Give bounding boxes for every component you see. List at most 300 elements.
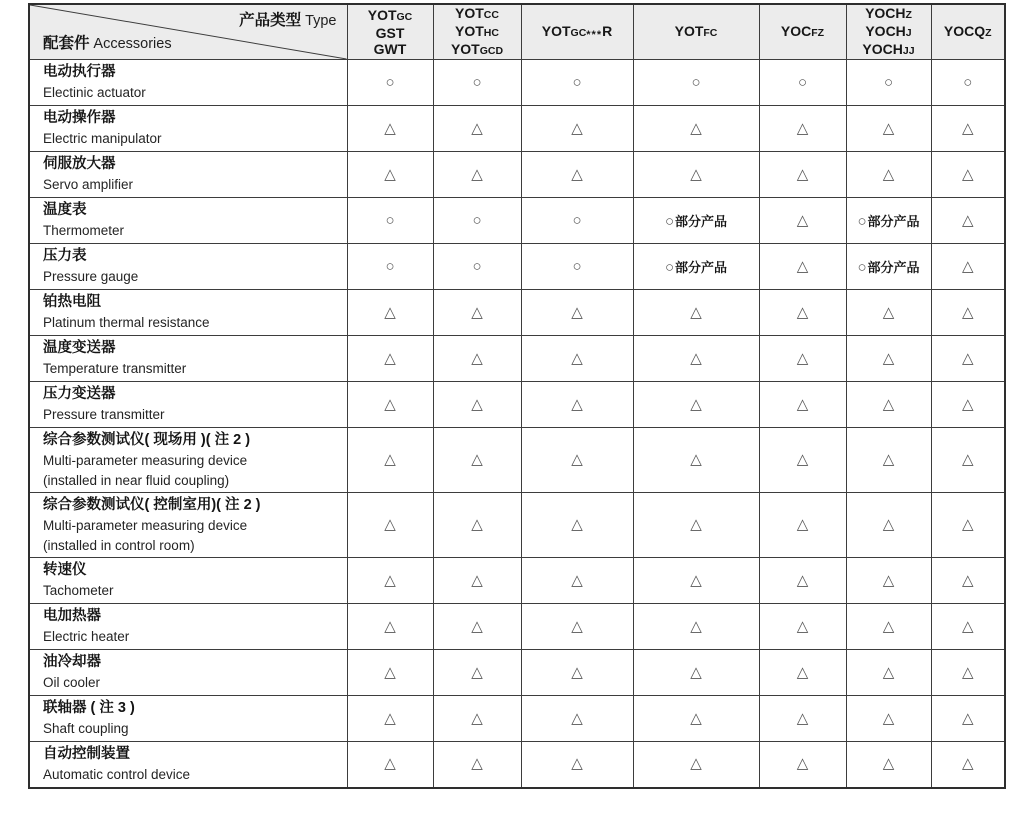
availability-cell [521,382,633,428]
circle-symbol: ○ [385,73,395,91]
accessory-label-cell [29,604,347,650]
availability-cell [521,428,633,493]
triangle-symbol: △ [384,617,396,635]
availability-cell [931,493,1005,558]
product-type-header-cell [433,4,521,60]
accessory-row [29,244,1005,290]
triangle-symbol: △ [471,617,483,635]
circle-symbol: ○ [963,73,973,91]
triangle-symbol: △ [961,516,974,533]
triangle-symbol: △ [882,755,895,773]
accessory-row [29,650,1005,696]
accessory-row [29,428,1005,493]
accessory-name-en: (installed in control room) [43,537,195,553]
triangle-symbol: △ [384,709,396,727]
availability-cell [521,742,633,788]
accessory-row [29,742,1005,788]
accessory-name-zh: 电加热器 [43,608,101,624]
availability-cell [433,244,521,290]
accessory-name-en: Shaft coupling [43,721,129,736]
accessories-label [43,35,172,52]
availability-cell [846,60,931,106]
accessory-name-en: (installed in near fluid coupling) [43,472,230,488]
accessory-name-en: Temperature transmitter [43,361,187,376]
triangle-symbol: △ [961,395,974,413]
triangle-symbol: △ [571,663,583,681]
accessory-label-cell [29,106,347,152]
circle-symbol: ○ [883,73,894,91]
product-type-code: GST [375,25,405,41]
accessory-name-zh: 联轴器 ( 注 3 ) [43,700,135,716]
accessory-name-zh: 电动执行器 [43,64,116,80]
triangle-symbol: △ [690,165,702,183]
availability-cell [347,382,433,428]
availability-cell [846,650,931,696]
availability-cell [521,152,633,198]
accessories-label-zh: 配套件 [43,35,90,52]
accessory-name-zh: 压力变送器 [43,386,116,402]
availability-cell [433,290,521,336]
accessory-name-en: Platinum thermal resistance [43,315,210,330]
circle-symbol: ○ [572,73,582,91]
availability-cell [433,428,521,493]
triangle-symbol: △ [690,303,702,321]
product-type-code: YOTCC [455,5,499,21]
availability-cell [433,382,521,428]
accessory-name-zh: 压力表 [43,248,87,264]
product-type-code: YOCFZ [780,23,825,39]
product-type-code: YOTFC [674,23,718,39]
accessory-row [29,60,1005,106]
triangle-symbol: △ [571,617,583,635]
accessory-label-cell [29,650,347,696]
accessory-label-cell [29,382,347,428]
accessory-label-cell [29,428,347,493]
accessory-name-en: Pressure transmitter [43,407,165,422]
triangle-symbol: △ [384,516,396,533]
availability-cell [633,493,759,558]
circle-symbol: ○ [385,211,395,229]
product-type-code: YOTGC [367,7,413,23]
triangle-symbol: △ [796,571,809,589]
triangle-symbol: △ [571,709,583,727]
availability-cell [846,152,931,198]
availability-cell [433,493,521,558]
accessory-name-en: Oil cooler [43,675,101,690]
triangle-symbol: △ [796,516,809,533]
availability-cell [846,428,931,493]
accessory-label-cell [29,152,347,198]
partial-products-note: 部分产品 [675,213,728,229]
triangle-symbol: △ [384,755,396,773]
product-type-code: YOCQZ [943,23,992,39]
product-type-code: YOCHJJ [862,41,915,57]
availability-cell [931,742,1005,788]
accessory-label-cell [29,336,347,382]
availability-cell [347,742,433,788]
triangle-symbol: △ [961,571,974,589]
triangle-symbol: △ [471,395,483,413]
availability-cell [347,290,433,336]
triangle-symbol: △ [961,755,974,773]
product-type-code: YOTGCD [450,41,504,57]
availability-cell [931,244,1005,290]
availability-cell [759,60,846,106]
availability-cell [633,60,759,106]
circle-symbol: ○ [385,257,395,275]
circle-symbol: ○ [572,257,582,275]
triangle-symbol: △ [961,119,974,137]
availability-cell [633,244,759,290]
triangle-symbol: △ [571,755,583,773]
availability-cell [931,290,1005,336]
availability-cell [521,493,633,558]
accessory-row [29,382,1005,428]
availability-cell [633,290,759,336]
availability-cell [347,558,433,604]
product-type-header-cell [521,4,633,60]
availability-cell [521,244,633,290]
availability-cell [759,650,846,696]
product-type-label-zh: 产品类型 [239,12,302,29]
availability-cell [433,650,521,696]
availability-cell [846,336,931,382]
availability-cell [633,428,759,493]
triangle-symbol: △ [690,516,702,533]
availability-cell [633,336,759,382]
availability-cell [433,336,521,382]
accessory-name-zh: 自动控制装置 [43,745,130,762]
availability-cell [759,742,846,788]
accessory-label-cell [29,290,347,336]
accessory-name-zh: 温度变送器 [43,340,116,356]
availability-cell [347,650,433,696]
availability-cell [521,604,633,650]
triangle-symbol: △ [471,165,483,183]
availability-cell [521,198,633,244]
triangle-symbol: △ [796,257,809,275]
circle-symbol: ○ [472,257,482,275]
availability-cell [347,106,433,152]
accessory-row [29,604,1005,650]
triangle-symbol: △ [961,165,974,183]
triangle-symbol: △ [384,395,396,413]
availability-cell [846,604,931,650]
product-type-label [239,12,336,29]
triangle-symbol: △ [690,617,702,635]
accessory-name-zh: 温度表 [43,202,87,218]
accessory-label-cell [29,558,347,604]
accessory-row [29,696,1005,742]
availability-cell [759,382,846,428]
availability-cell [931,152,1005,198]
availability-cell [521,336,633,382]
accessory-name-zh: 电动操作器 [43,110,116,126]
availability-cell [633,198,759,244]
triangle-symbol: △ [882,349,895,367]
accessory-label-cell [29,60,347,106]
triangle-symbol: △ [961,349,974,367]
triangle-symbol: △ [796,395,809,413]
accessory-row [29,493,1005,558]
corner-cell [29,4,347,60]
availability-cell [931,650,1005,696]
accessory-name-en: Multi-parameter measuring device [43,517,248,533]
product-type-code: GWT [373,41,407,57]
triangle-symbol: △ [882,119,895,137]
circle-symbol: ○ [572,211,582,229]
accessory-name-en: Electric heater [43,629,130,644]
availability-cell [846,742,931,788]
triangle-symbol: △ [796,211,809,229]
availability-cell [759,152,846,198]
availability-cell [347,198,433,244]
availability-cell [633,152,759,198]
accessory-name-en: Electric manipulator [43,131,162,146]
accessory-name-en: Thermometer [43,223,125,238]
availability-cell [931,604,1005,650]
triangle-symbol: △ [384,451,396,468]
triangle-symbol: △ [690,755,702,773]
triangle-symbol: △ [571,303,583,321]
availability-cell [633,558,759,604]
accessory-name-zh: 伺服放大器 [43,156,116,172]
availability-cell [433,152,521,198]
availability-cell [846,493,931,558]
availability-cell [759,493,846,558]
availability-cell [846,290,931,336]
accessory-name-en: Multi-parameter measuring device [43,452,248,468]
availability-cell [433,696,521,742]
triangle-symbol: △ [961,617,974,635]
availability-cell [633,106,759,152]
triangle-symbol: △ [384,303,396,321]
availability-cell [931,198,1005,244]
triangle-symbol: △ [471,516,483,533]
availability-cell [347,244,433,290]
partial-products-note: 部分产品 [867,259,920,275]
triangle-symbol: △ [384,571,396,589]
availability-cell [433,742,521,788]
triangle-symbol: △ [690,395,702,413]
availability-cell [633,696,759,742]
availability-cell [347,428,433,493]
availability-cell [759,428,846,493]
accessory-row [29,290,1005,336]
accessory-name-zh: 油冷却器 [43,654,101,670]
product-type-header-cell [846,4,931,60]
accessory-row [29,198,1005,244]
availability-cell [931,382,1005,428]
availability-cell [347,604,433,650]
availability-cell [931,696,1005,742]
accessory-name-zh: 铂热电阻 [43,294,101,310]
triangle-symbol: △ [882,663,895,681]
triangle-symbol: △ [571,119,583,137]
availability-cell [931,60,1005,106]
availability-cell [633,742,759,788]
accessory-name-en: Pressure gauge [43,269,139,284]
triangle-symbol: △ [961,451,974,468]
accessory-label-cell [29,244,347,290]
triangle-symbol: △ [796,709,809,727]
accessory-label-cell [29,493,347,558]
triangle-symbol: △ [471,571,483,589]
triangle-symbol: △ [796,663,809,681]
triangle-symbol: △ [571,165,583,183]
availability-cell [759,558,846,604]
triangle-symbol: △ [796,303,809,321]
triangle-symbol: △ [961,663,974,681]
circle-symbol: ○ [857,258,867,276]
partial-products-note: 部分产品 [675,259,728,275]
triangle-symbol: △ [384,119,396,137]
header-row [29,4,1005,60]
availability-cell [759,604,846,650]
triangle-symbol: △ [796,119,809,137]
availability-cell [633,604,759,650]
triangle-symbol: △ [882,617,895,635]
circle-symbol: ○ [472,211,482,229]
triangle-symbol: △ [384,663,396,681]
triangle-symbol: △ [796,349,809,367]
triangle-symbol: △ [471,709,483,727]
triangle-symbol: △ [796,617,809,635]
availability-cell [759,106,846,152]
triangle-symbol: △ [690,709,702,727]
triangle-symbol: △ [961,303,974,321]
circle-symbol: ○ [857,212,867,230]
triangle-symbol: △ [384,349,396,367]
availability-cell [931,428,1005,493]
triangle-symbol: △ [690,663,702,681]
availability-cell [846,106,931,152]
availability-cell [931,558,1005,604]
triangle-symbol: △ [471,119,483,137]
triangle-symbol: △ [384,165,396,183]
accessory-name-zh: 综合参数测试仪( 现场用 )( 注 2 ) [43,431,251,448]
availability-cell [633,650,759,696]
partial-products-note: 部分产品 [867,213,920,229]
triangle-symbol: △ [961,257,974,275]
availability-cell [521,60,633,106]
triangle-symbol: △ [690,119,702,137]
availability-cell [521,106,633,152]
accessory-name-en: Tachometer [43,583,114,598]
accessory-name-en: Servo amplifier [43,177,134,192]
product-type-code: YOTHC [455,23,499,39]
circle-symbol: ○ [797,73,808,91]
triangle-symbol: △ [796,755,809,773]
availability-cell [633,382,759,428]
product-type-code: YOCHZ [865,5,912,21]
availability-cell [347,336,433,382]
accessory-label-cell [29,198,347,244]
circle-symbol: ○ [664,258,675,276]
triangle-symbol: △ [796,451,809,468]
product-type-header-cell [759,4,846,60]
triangle-symbol: △ [471,755,483,773]
availability-cell [521,290,633,336]
circle-symbol: ○ [691,73,701,91]
triangle-symbol: △ [882,709,895,727]
accessory-row [29,336,1005,382]
triangle-symbol: △ [882,571,895,589]
accessory-row [29,558,1005,604]
triangle-symbol: △ [471,349,483,367]
availability-cell [931,336,1005,382]
availability-cell [521,650,633,696]
availability-cell [759,696,846,742]
availability-cell [846,244,931,290]
triangle-symbol: △ [690,451,702,468]
accessory-row [29,152,1005,198]
triangle-symbol: △ [471,451,483,468]
accessory-name-zh: 综合参数测试仪( 控制室用)( 注 2 ) [43,496,261,513]
triangle-symbol: △ [961,709,974,727]
product-type-code: YOTGC***R [541,23,613,41]
triangle-symbol: △ [690,571,702,589]
product-type-header-cell [931,4,1005,60]
triangle-symbol: △ [571,395,583,413]
accessory-label-cell [29,696,347,742]
product-type-header-cell [633,4,759,60]
circle-symbol: ○ [472,73,482,91]
product-type-header-cell [347,4,433,60]
availability-cell [433,604,521,650]
availability-cell [433,558,521,604]
availability-cell [347,493,433,558]
triangle-symbol: △ [882,395,895,413]
accessories-label-en: Accessories [93,36,172,52]
accessory-name-en: Automatic control device [43,766,191,782]
accessory-label-cell [29,742,347,788]
triangle-symbol: △ [882,516,895,533]
availability-cell [433,198,521,244]
circle-symbol: ○ [664,212,675,230]
triangle-symbol: △ [571,516,583,533]
triangle-symbol: △ [471,663,483,681]
product-type-label-en: Type [305,13,337,29]
accessories-compatibility-table [28,3,1006,789]
availability-cell [433,60,521,106]
availability-cell [759,198,846,244]
triangle-symbol: △ [882,303,895,321]
accessory-name-zh: 转速仪 [43,562,87,578]
triangle-symbol: △ [690,349,702,367]
availability-cell [347,152,433,198]
availability-cell [759,244,846,290]
availability-cell [521,558,633,604]
availability-cell [347,696,433,742]
availability-cell [846,558,931,604]
triangle-symbol: △ [471,303,483,321]
triangle-symbol: △ [882,165,895,183]
triangle-symbol: △ [961,211,974,229]
triangle-symbol: △ [882,451,895,468]
availability-cell [347,60,433,106]
availability-cell [433,106,521,152]
availability-cell [846,382,931,428]
accessory-name-en: Electinic actuator [43,85,146,100]
availability-cell [759,290,846,336]
accessory-row [29,106,1005,152]
triangle-symbol: △ [571,349,583,367]
availability-cell [846,696,931,742]
availability-cell [931,106,1005,152]
availability-cell [759,336,846,382]
availability-cell [846,198,931,244]
